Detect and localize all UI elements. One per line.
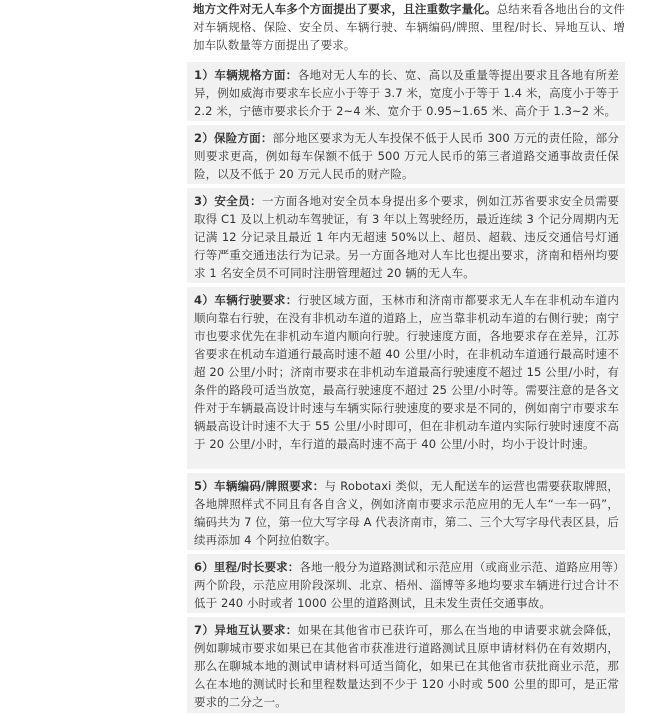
section-heading: 4）车辆行驶要求： xyxy=(194,293,298,307)
intro-paragraph xyxy=(193,0,625,54)
intro-bold-text: 地方文件对无人车多个方面提出了要求，且注重数字量化。 xyxy=(193,2,497,16)
section-mileage-duration xyxy=(187,554,625,613)
intro-text: 总结来看各地出台的文件对车辆规格、保险、安全员、车辆行驶、车辆编码/牌照、里程/时长、异地互认、增加车队数量等方面提出了要求。 xyxy=(193,2,625,52)
section-safety-officer xyxy=(187,188,625,283)
section-body: 与 Robotaxi 类似，无人配送车的运营也需要获取牌照，各地牌照样式不同且有各自含义，例如济南市要求示范应用的无人车“一车一码”，编码共为 7 位，第一位大写字母 A 代表济南市，第二、三个大写字母代表区县，后续再添加 4 个阿拉伯数字。 xyxy=(194,479,619,547)
section-heading: 5）车辆编码/牌照要求： xyxy=(194,479,325,493)
section-body: 如果在其他省市已获许可，那么在当地的申请要求就会降低，例如聊城市要求如果已在其他省市获准进行道路测试且原申请材料仍在有效期内，那么在聊城本地的测试申请材料可适当简化，如果已在其他省市获批商业示范，那么在本地的测试时长和里程数量达到不少于 120 小时或 500 公里的即可，是正常要求的二分之一。 xyxy=(194,623,619,709)
section-body: 行驶区域方面，玉林市和济南市都要求无人车在非机动车道内顺向靠右行驶，在没有非机动车道的道路上，应当靠非机动车道的右侧行驶；南宁市也要求优先在非机动车道内顺向行驶。行驶速度方面，各地要求存在差异，江苏省要求在机动车道通行最高时速不超 40 公里/小时，在非机动车道通行最高时速不超 20 公里/小时；济南市要求在非机动车道最高行驶速度不超过 15 公里/小时，有条件的路段可适当放宽，最高行驶速度不超过 25 公里/小时等。需要注意的是各文件对于车辆最高设计时速与车辆实际行驶速度的要求是不同的，例如南宁市要求车辆最高设计时速不大于 55 公里/小时即可，但在非机动车道内实际行驶时速度不高于 20 公里/小时，车行道的最高时速不高于 40 公里/小时，均小于设计时速。 xyxy=(194,293,619,451)
section-body: 各地对无人车的长、宽、高以及重量等提出要求且各地有所差异，例如威海市要求车长应小于等于 3.7 米，宽度小于等于 1.4 米，高度小于等于 2.2 米，宁德市要求长介于 2~4 米、宽介于 0.95~1.65 米、高介于 1.3~2 米。 xyxy=(194,68,619,118)
section-license-plate xyxy=(187,473,625,550)
section-heading: 7）异地互认要求： xyxy=(194,623,298,637)
section-heading: 6）里程/时长要求： xyxy=(194,560,300,574)
section-insurance xyxy=(187,125,625,184)
section-driving-requirements xyxy=(187,287,625,469)
section-heading: 2）保险方面： xyxy=(194,131,273,145)
section-heading: 3）安全员： xyxy=(194,194,262,208)
section-mutual-recognition xyxy=(187,617,625,713)
section-body: 部分地区要求为无人车投保不低于人民币 300 万元的责任险，部分则要求更高，例如每车保额不低于 500 万元人民币的第三者道路交通事故责任保险，以及不低于 20 万元人民币的财产险。 xyxy=(194,131,619,181)
section-body: 各地一般分为道路测试和示范应用（或商业示范、道路应用等）两个阶段，示范应用阶段深圳、北京、梧州、淄博等多地均要求车辆进行过合计不低于 240 小时或者 1000 公里的道路测试，且未发生责任交通事故。 xyxy=(194,560,619,610)
section-heading: 1）车辆规格方面： xyxy=(194,68,298,82)
section-body: 一方面各地对安全员本身提出多个要求，例如江苏省要求安全员需要取得 C1 及以上机动车驾驶证，有 3 年以上驾驶经历，最近连续 3 个记分周期内无记满 12 分记录且最近 1 年内无超速 50%以上、超员、超载、违反交通信号灯通行等严重交通违法行为记录。另一方面各地对人车比也提出要求，济南和梧州均要求 1 名安全员不可同时注册管理超过 20 辆的无人车。 xyxy=(194,194,619,280)
section-vehicle-specs xyxy=(187,62,625,121)
